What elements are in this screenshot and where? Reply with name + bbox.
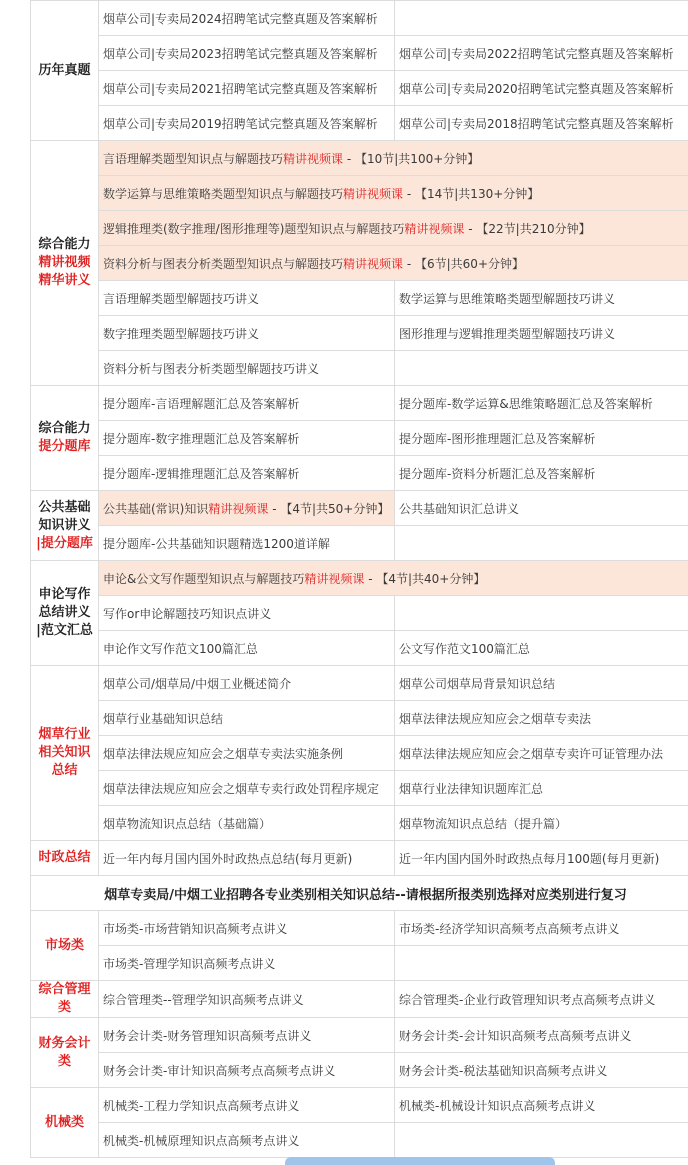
table-row	[31, 316, 688, 351]
list-item[interactable]: 烟草公司|专卖局2021招聘笔试完整真题及答案解析	[99, 71, 395, 106]
list-item	[395, 1123, 688, 1158]
category-zonghe	[31, 141, 99, 386]
table-row	[31, 596, 688, 631]
category-label: 综合能力	[38, 237, 90, 252]
table-row	[31, 946, 688, 981]
table-row	[31, 561, 688, 596]
category-label: 烟草行业	[38, 727, 90, 742]
table-row	[31, 1123, 688, 1158]
video-course-item[interactable]: 资料分析与图表分析类题型知识点与解题技巧精讲视频课 - 【6节|共60+分钟】	[99, 246, 688, 281]
video-course-item[interactable]: 申论&公文写作题型知识点与解题技巧精讲视频课 - 【4节|共40+分钟】	[99, 561, 688, 596]
category-caiwu	[31, 1018, 99, 1088]
list-item[interactable]: 烟草法律法规应知应会之烟草专卖法实施条例	[99, 736, 395, 771]
list-item[interactable]: 烟草法律法规应知应会之烟草专卖行政处罚程序规定	[99, 771, 395, 806]
category-gonggong	[31, 491, 99, 561]
list-item[interactable]: 提分题库-资料分析题汇总及答案解析	[395, 456, 688, 491]
category-label: 类	[58, 1054, 71, 1069]
table-row	[31, 421, 688, 456]
list-item[interactable]: 综合管理类--管理学知识高频考点讲义	[99, 981, 395, 1018]
video-course-item[interactable]: 逻辑推理类(数字推理/图形推理等)题型知识点与解题技巧精讲视频课 - 【22节|共210分钟】	[99, 211, 688, 246]
table-row	[31, 701, 688, 736]
table-row	[31, 1, 688, 36]
list-item[interactable]: 数学运算与思维策略类题型解题技巧讲义	[395, 281, 688, 316]
list-item[interactable]: 烟草公司|专卖局2024招聘笔试完整真题及答案解析	[99, 1, 395, 36]
list-item[interactable]: 烟草公司|专卖局2020招聘笔试完整真题及答案解析	[395, 71, 688, 106]
list-item[interactable]: 烟草行业法律知识题库汇总	[395, 771, 688, 806]
list-item[interactable]: 提分题库-逻辑推理题汇总及答案解析	[99, 456, 395, 491]
category-label: 公共基础	[38, 500, 90, 515]
table-row	[31, 176, 688, 211]
table-row	[31, 211, 688, 246]
table-row	[31, 1088, 688, 1123]
category-label: 申论写作	[38, 587, 90, 602]
list-item[interactable]: 烟草物流知识点总结（基础篇）	[99, 806, 395, 841]
video-course-item[interactable]: 言语理解类题型知识点与解题技巧精讲视频课 - 【10节|共100+分钟】	[99, 141, 688, 176]
table-row	[31, 71, 688, 106]
bottom-action-bar[interactable]	[285, 1157, 555, 1165]
category-label: 相关知识	[38, 745, 90, 760]
category-label: |范文汇总	[36, 623, 93, 638]
category-label: 提分题库	[38, 439, 90, 454]
category-label: 类	[58, 1000, 71, 1015]
category-shizheng: 时政总结	[31, 841, 99, 876]
list-item[interactable]: 提分题库-言语理解题汇总及答案解析	[99, 386, 395, 421]
list-item[interactable]: 烟草公司烟草局背景知识总结	[395, 666, 688, 701]
table-row	[31, 981, 688, 1018]
category-shenlun	[31, 561, 99, 666]
list-item[interactable]: 公共基础知识汇总讲义	[395, 491, 688, 526]
table-row	[31, 526, 688, 561]
table-row	[31, 141, 688, 176]
table-row	[31, 456, 688, 491]
table-row	[31, 631, 688, 666]
list-item[interactable]: 市场类-经济学知识高频考点高频考点讲义	[395, 911, 688, 946]
table-row	[31, 666, 688, 701]
list-item[interactable]: 机械类-机械原理知识点高频考点讲义	[99, 1123, 395, 1158]
table-row	[31, 386, 688, 421]
list-item[interactable]	[395, 351, 688, 386]
table-row	[31, 806, 688, 841]
category-label: 综合管理	[38, 982, 90, 997]
list-item[interactable]: 烟草公司|专卖局2019招聘笔试完整真题及答案解析	[99, 106, 395, 141]
category-label: 知识讲义	[38, 518, 90, 533]
table-row	[31, 351, 688, 386]
list-item[interactable]: 申论作文写作范文100篇汇总	[99, 631, 395, 666]
category-tifen	[31, 386, 99, 491]
list-item[interactable]: 数字推理类题型解题技巧讲义	[99, 316, 395, 351]
category-label: |提分题库	[36, 536, 93, 551]
list-item[interactable]: 财务会计类-税法基础知识高频考点讲义	[395, 1053, 688, 1088]
category-label: 总结	[51, 763, 77, 778]
list-item[interactable]: 资料分析与图表分析类题型解题技巧讲义	[99, 351, 395, 386]
list-item	[395, 526, 688, 561]
table-row	[31, 771, 688, 806]
list-item[interactable]: 近一年内每月国内国外时政热点总结(每月更新)	[99, 841, 395, 876]
list-item[interactable]: 市场类-市场营销知识高频考点讲义	[99, 911, 395, 946]
list-item[interactable]: 图形推理与逻辑推理类题型解题技巧讲义	[395, 316, 688, 351]
list-item[interactable]: 财务会计类-审计知识高频考点高频考点讲义	[99, 1053, 395, 1088]
list-item[interactable]: 机械类-工程力学知识点高频考点讲义	[99, 1088, 395, 1123]
list-item	[395, 596, 688, 631]
video-course-item[interactable]: 数学运算与思维策略类题型知识点与解题技巧精讲视频课 - 【14节|共130+分钟】	[99, 176, 688, 211]
list-item[interactable]: 烟草法律法规应知应会之烟草专卖许可证管理办法	[395, 736, 688, 771]
table-row	[31, 246, 688, 281]
table-row	[31, 1053, 688, 1088]
table-row	[31, 841, 688, 876]
list-item[interactable]: 提分题库-数学运算&思维策略题汇总及答案解析	[395, 386, 688, 421]
table-row	[31, 876, 688, 911]
list-item[interactable]: 烟草公司|专卖局2018招聘笔试完整真题及答案解析	[395, 106, 688, 141]
table-row	[31, 1018, 688, 1053]
list-item[interactable]: 烟草公司|专卖局2023招聘笔试完整真题及答案解析	[99, 36, 395, 71]
video-course-item[interactable]: 公共基础(常识)知识精讲视频课 - 【4节|共50+分钟】	[99, 491, 395, 526]
list-item	[395, 946, 688, 981]
list-item[interactable]: 写作or申论解题技巧知识点讲义	[99, 596, 395, 631]
category-label: 综合能力	[38, 421, 90, 436]
category-label: 精华讲义	[38, 273, 90, 288]
table-row	[31, 281, 688, 316]
category-linian: 历年真题	[31, 1, 99, 141]
list-item[interactable]: 近一年内国内国外时政热点每月100题(每月更新)	[395, 841, 688, 876]
category-jixie: 机械类	[31, 1088, 99, 1158]
category-yancao	[31, 666, 99, 841]
table-row	[31, 911, 688, 946]
list-item[interactable]: 公文写作范文100篇汇总	[395, 631, 688, 666]
resource-table	[30, 0, 688, 1158]
list-item[interactable]: 机械类-机械设计知识点高频考点讲义	[395, 1088, 688, 1123]
list-item[interactable]: 财务会计类-财务管理知识高频考点讲义	[99, 1018, 395, 1053]
section-banner: 烟草专卖局/中烟工业招聘各专业类别相关知识总结--请根据所报类别选择对应类别进行复习	[31, 876, 688, 911]
list-item[interactable]: 提分题库-公共基础知识题精选1200道详解	[99, 526, 395, 561]
category-shichang: 市场类	[31, 911, 99, 981]
table-row	[31, 106, 688, 141]
list-item[interactable]: 烟草法律法规应知应会之烟草专卖法	[395, 701, 688, 736]
table-row	[31, 36, 688, 71]
list-item[interactable]: 综合管理类-企业行政管理知识考点高频考点讲义	[395, 981, 688, 1018]
list-item[interactable]: 市场类-管理学知识高频考点讲义	[99, 946, 395, 981]
category-label: 总结讲义	[38, 605, 90, 620]
list-item[interactable]: 言语理解类题型解题技巧讲义	[99, 281, 395, 316]
category-label: 精讲视频	[38, 255, 90, 270]
list-item[interactable]: 财务会计类-会计知识高频考点高频考点讲义	[395, 1018, 688, 1053]
list-item[interactable]: 烟草行业基础知识总结	[99, 701, 395, 736]
list-item[interactable]: 提分题库-数字推理题汇总及答案解析	[99, 421, 395, 456]
category-guanli	[31, 981, 99, 1018]
table-row	[31, 736, 688, 771]
list-item[interactable]: 烟草公司/烟草局/中烟工业概述简介	[99, 666, 395, 701]
category-label: 财务会计	[38, 1036, 90, 1051]
list-item[interactable]: 提分题库-图形推理题汇总及答案解析	[395, 421, 688, 456]
table-row	[31, 491, 688, 526]
list-item[interactable]: 烟草公司|专卖局2022招聘笔试完整真题及答案解析	[395, 36, 688, 71]
list-item[interactable]	[395, 1, 688, 36]
list-item[interactable]: 烟草物流知识点总结（提升篇）	[395, 806, 688, 841]
